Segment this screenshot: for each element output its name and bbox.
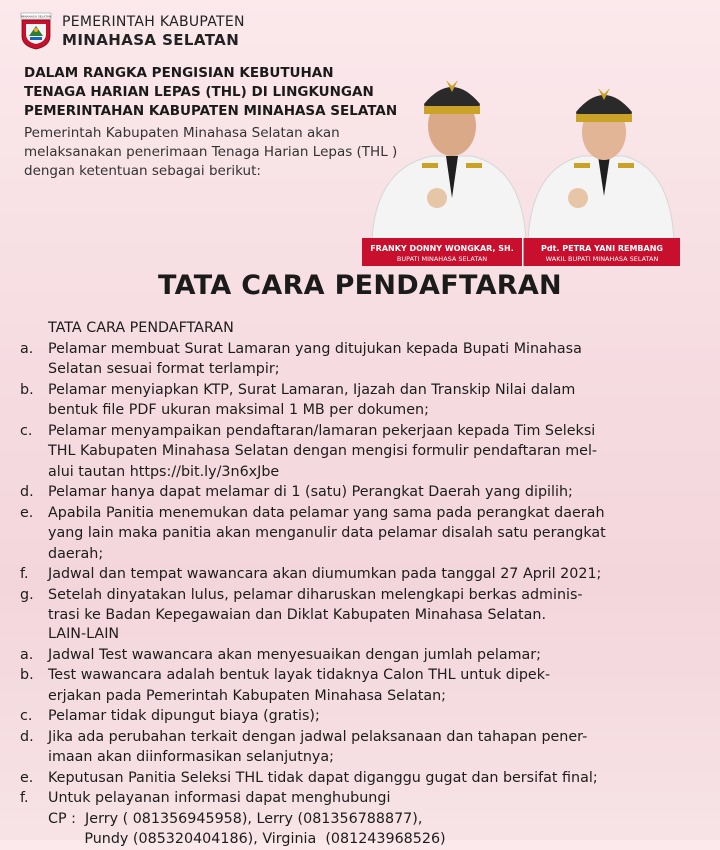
list-item-letter: c. <box>20 422 33 439</box>
intro-line: Pemerintah Kabupaten Minahasa Selatan akan <box>24 125 340 141</box>
list-item-text <box>48 768 700 789</box>
headline-line: DALAM RANGKA PENGISIAN KEBUTUHAN <box>24 65 334 81</box>
list-item-line: Jika ada perubahan terkait dengan jadwal pelaksanaan dan tahapan pener- <box>48 728 588 745</box>
list-item-text <box>48 503 700 565</box>
other-info-section <box>20 624 700 850</box>
list-item <box>20 727 700 768</box>
list-item <box>20 585 700 626</box>
list-item-letter: d. <box>20 728 34 745</box>
section-heading: LAIN-LAIN <box>48 626 120 642</box>
official-left-name: FRANKY DONNY WONGKAR, SH. <box>370 244 514 253</box>
list-item-line: Keputusan Panitia Seleksi THL tidak dapat diganggu gugat dan bersifat final; <box>48 769 598 786</box>
crest-label: MINAHASA SELATAN <box>20 14 52 19</box>
list-item-letter: g. <box>20 586 34 603</box>
list-item <box>20 503 700 565</box>
regency-crest-icon <box>20 12 52 50</box>
list-item-text <box>48 564 700 585</box>
list-item-letter: e. <box>20 769 34 786</box>
list-item <box>20 482 700 503</box>
list-item-letter: b. <box>20 667 34 683</box>
list-item <box>20 768 700 789</box>
list-item-letter: a. <box>20 340 34 357</box>
headline-line: PEMERINTAHAN KABUPATEN MINAHASA SELATAN <box>24 103 398 119</box>
list-item-line: erjakan pada Pemerintah Kabupaten Minahasa Selatan; <box>48 687 446 704</box>
registration-procedure-section <box>20 318 700 626</box>
list-item-line: Untuk pelayanan informasi dapat menghubungi <box>48 790 391 806</box>
list-item-line: Pelamar hanya dapat melamar di 1 (satu) Perangkat Daerah yang dipilih; <box>48 484 573 500</box>
list-item-letter: f. <box>20 790 29 806</box>
list-item-line: Setelah dinyatakan lulus, pelamar diharuskan melengkapi berkas adminis- <box>48 586 583 603</box>
list-item-line: Pelamar membuat Surat Lamaran yang ditujukan kepada Bupati Minahasa <box>48 340 582 357</box>
list-item-text <box>48 788 700 809</box>
list-item-letter: c. <box>20 708 33 724</box>
officials-photo <box>362 48 680 270</box>
headline-line: TENAGA HARIAN LEPAS (THL) DI LINGKUNGAN <box>24 84 374 100</box>
list-item-letter: e. <box>20 504 34 521</box>
list-item-text <box>48 706 700 727</box>
list-item-line: Pelamar menyampaikan pendaftaran/lamaran pekerjaan kepada Tim Seleksi <box>48 422 596 439</box>
list-item-line: Jadwal dan tempat wawancara akan diumumkan pada tanggal 27 April 2021; <box>48 566 602 582</box>
contact-line: Pundy (085320404186), Virginia (081243968526) <box>48 831 446 847</box>
list-item-line: trasi ke Badan Kepegawaian dan Diklat Kabupaten Minahasa Selatan. <box>48 607 547 623</box>
list-item-text <box>48 380 700 421</box>
header <box>20 12 245 50</box>
list-item-text <box>48 339 700 380</box>
list-item <box>20 706 700 727</box>
list-item-letter: a. <box>20 646 34 663</box>
official-right-name: Pdt. PETRA YANI REMBANG <box>541 244 663 253</box>
list-item <box>20 788 700 809</box>
list-item-letter: b. <box>20 381 34 398</box>
list-item-text <box>48 727 700 768</box>
list-item <box>20 339 700 380</box>
list-item <box>20 564 700 585</box>
list-item-letter: f. <box>20 566 29 582</box>
list-item-text <box>48 482 700 503</box>
list-item-letter: d. <box>20 484 34 500</box>
list-item-line: Jadwal Test wawancara akan menyesuaikan dengan jumlah pelamar; <box>48 646 541 663</box>
list-item-line: yang lain maka panitia akan menganulir data pelamar disalah satu perangkat <box>48 525 606 541</box>
main-title: TATA CARA PENDAFTARAN <box>158 270 562 301</box>
list-item-text <box>48 665 700 706</box>
list-item-line: THL Kabupaten Minahasa Selatan dengan mengisi formulir pendaftaran mel- <box>48 443 598 459</box>
official-right-figure <box>528 88 674 240</box>
list-item-line: Apabila Panitia menemukan data pelamar yang sama pada perangkat daerah <box>48 504 605 521</box>
government-label: PEMERINTAH KABUPATEN <box>62 14 245 30</box>
section-heading: TATA CARA PENDAFTARAN <box>48 320 234 336</box>
contact-line: CP : Jerry ( 081356945958), Lerry (081356788877), <box>48 810 423 827</box>
list-item-line: Test wawancara adalah bentuk layak tidaknya Calon THL untuk dipek- <box>48 667 551 683</box>
list-item-text <box>48 645 700 666</box>
list-item-line: Selatan sesuai format terlampir; <box>48 361 280 377</box>
official-left-figure <box>372 80 526 240</box>
list-item-line: Pelamar menyiapkan KTP, Surat Lamaran, Ijazah dan Transkip Nilai dalam <box>48 381 576 398</box>
list-item <box>20 380 700 421</box>
intro-line: dengan ketentuan sebagai berikut: <box>24 163 261 179</box>
list-item-line: alui tautan https://bit.ly/3n6xJbe <box>48 463 280 480</box>
official-right-role: WAKIL BUPATI MINAHASA SELATAN <box>545 255 659 263</box>
list-item <box>20 645 700 666</box>
regency-name: MINAHASA SELATAN <box>62 31 240 49</box>
list-item-line: Pelamar tidak dipungut biaya (gratis); <box>48 708 320 724</box>
official-left-role: BUPATI MINAHASA SELATAN <box>396 255 488 263</box>
list-item <box>20 421 700 483</box>
list-item-line: bentuk file PDF ukuran maksimal 1 MB per dokumen; <box>48 402 429 418</box>
list-item <box>20 665 700 706</box>
list-item-text <box>48 421 700 483</box>
list-item-line: daerah; <box>48 545 104 562</box>
list-item-line: imaan akan diinformasikan selanjutnya; <box>48 749 334 765</box>
list-item-text <box>48 585 700 626</box>
intro-line: melaksanakan penerimaan Tenaga Harian Lepas (THL ) <box>24 144 398 160</box>
